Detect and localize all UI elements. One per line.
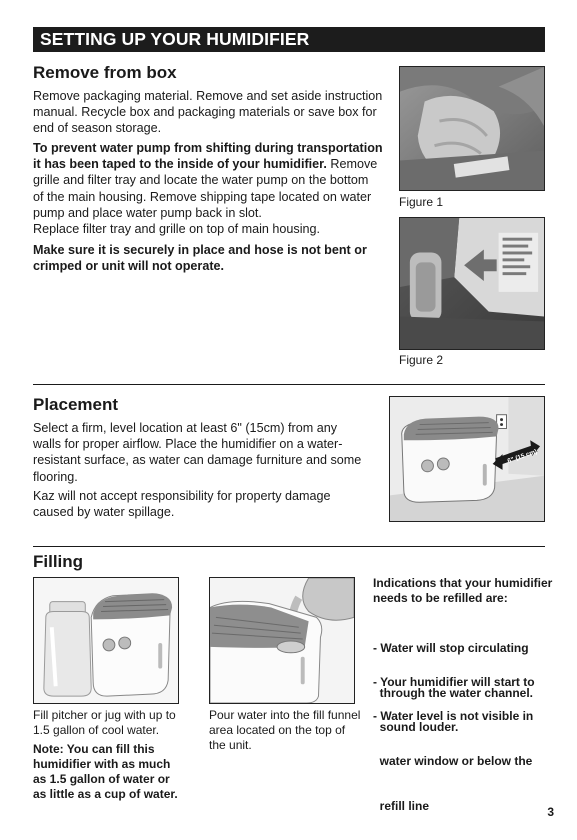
text-line: pump and place water pump back in slot. [33, 205, 262, 220]
heading-filling: Filling [33, 552, 84, 571]
remove-paragraph-2 [33, 140, 383, 237]
section-divider [33, 384, 545, 385]
text-line: caused by water spillage. [33, 505, 175, 520]
text-line: flooring. [33, 469, 78, 484]
text-line: resistant surface, as water can damage furniture and some [33, 453, 362, 468]
page-number: 3 [547, 805, 554, 819]
refill-indications-title [373, 576, 552, 606]
text-line-bold: sound louder. [373, 720, 459, 734]
text-line: manual. Recycle box and packaging materials or save box for [33, 105, 377, 120]
text-line-bold: Indications that your humidifier [373, 576, 553, 590]
text-line-bold: humidifier with as much [33, 757, 171, 771]
text-line-bold: - Water level is not visible in [373, 709, 534, 723]
text-line: 1.5 gallon of cool water. [33, 723, 160, 737]
text-line-bold: - Water will stop circulating [373, 641, 529, 655]
pouring-water-image [210, 578, 354, 703]
text-line-bold: refill line [373, 799, 430, 813]
section-title: SETTING UP YOUR HUMIDIFIER [40, 29, 310, 49]
distance-label: 6" (15 cm) [506, 448, 539, 465]
text-line: Remove [326, 157, 378, 172]
text-line: end of season storage. [33, 121, 162, 136]
placement-paragraph-1 [33, 420, 361, 485]
heading-placement: Placement [33, 395, 119, 414]
text-line-bold: Note: You can fill this [33, 742, 155, 756]
text-line: grille and filter tray and locate the water pump on the bottom [33, 173, 369, 188]
water-pump-in-slot-image [400, 218, 544, 349]
remove-paragraph-1 [33, 88, 382, 137]
text-line: area located on the top of [209, 723, 346, 737]
text-line: Pour water into the fill funnel [209, 708, 361, 722]
filling-note [33, 742, 178, 802]
text-line: Replace filter tray and grille on top of main housing. [33, 222, 321, 237]
refill-indication-item [373, 679, 533, 829]
text-line: Select a firm, level location at least 6" (15cm) from any [33, 421, 338, 435]
text-line: Kaz will not accept responsibility for property damage [33, 489, 331, 503]
figure-1-photo [399, 66, 545, 191]
filling-caption-1 [33, 708, 176, 738]
section-divider [33, 546, 545, 547]
hand-removing-tape-image [400, 67, 544, 190]
text-line-bold: water window or below the [373, 754, 533, 768]
text-line: Remove packaging material. Remove and set aside instruction [33, 89, 383, 103]
filling-caption-2 [209, 708, 360, 753]
text-line-bold: as 1.5 gallon of water or [33, 772, 170, 786]
text-line: the unit. [209, 738, 252, 752]
text-line: of the main housing. Remove shipping tape located on water [33, 189, 372, 204]
section-header-bar [33, 27, 545, 52]
humidifier-near-wall-image [390, 397, 544, 521]
text-line-bold: through the water channel. [373, 686, 534, 700]
text-line-bold: Make sure it is securely in place and hose is not bent or [33, 243, 367, 257]
placement-illustration [389, 396, 545, 522]
filling-photo-pouring [209, 577, 355, 704]
heading-remove-from-box: Remove from box [33, 63, 177, 82]
figure-2-caption: Figure 2 [399, 353, 444, 367]
text-line: walls for proper airflow. Place the humidifier on a water- [33, 437, 343, 452]
text-line-bold: needs to be refilled are: [373, 591, 508, 605]
filling-photo-pitcher [33, 577, 179, 704]
placement-paragraph-2 [33, 488, 331, 520]
figure-2-photo [399, 217, 545, 350]
remove-paragraph-3-warning [33, 242, 367, 274]
text-line-bold: To prevent water pump from shifting during transportation [33, 141, 383, 155]
text-line-bold: - Your humidifier will start to [373, 675, 535, 689]
text-line-bold: it has been taped to the inside of your humidifier. [33, 157, 327, 172]
text-line-bold: crimped or unit will not operate. [33, 259, 225, 274]
figure-1-caption: Figure 1 [399, 195, 444, 209]
text-line-bold: as little as a cup of water. [33, 787, 178, 801]
text-line: Fill pitcher or jug with up to [33, 708, 176, 722]
pitcher-and-humidifier-image [34, 578, 178, 703]
